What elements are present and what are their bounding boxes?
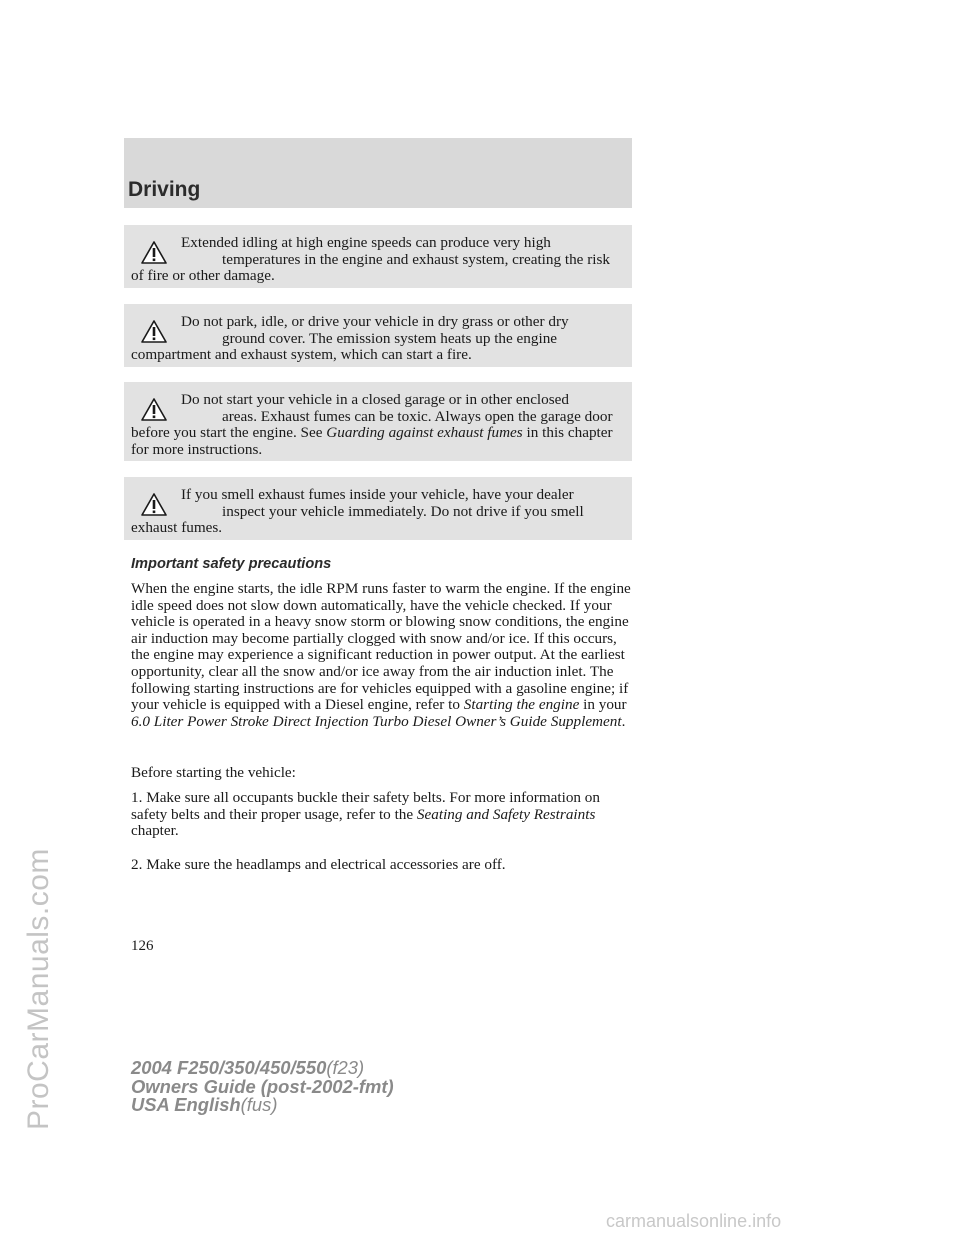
- warning-icon: [141, 493, 181, 519]
- warning-box-4: [124, 477, 632, 540]
- chapter-title: Driving: [128, 178, 201, 201]
- warning-3-text: [131, 409, 624, 459]
- exhaust-fumes-reference: Guarding against exhaust fumes: [326, 424, 523, 442]
- paragraph-1-a: When the engine starts, the idle RPM runs faster to warm the engine. If the engine idle speed does not slow down automatically, have the vehicle checked. If your vehicle is operated in a heavy snow storm or blowing snow conditions, the engine air induction may become partially clogged with snow and/or ice. If this occurs, the engine may experience a significant reduction in power output. At the earliest opportunity, clear all the snow and/or ice away from the air induction inlet. The following starting instructions are for vehicles equipped with a gasoline engine; if your vehicle is equipped with a Diesel engine, refer to: [131, 580, 631, 714]
- paragraph-4: [131, 857, 631, 874]
- warning-box-3: [124, 382, 632, 461]
- bottom-watermark: carmanualsonline.info: [606, 1211, 782, 1231]
- paragraph-1-c: .: [621, 712, 626, 730]
- document-footer: [131, 1059, 394, 1115]
- paragraph-1: [131, 581, 631, 730]
- paragraph-4-text: 2. Make sure the headlamps and electrical accessories are off.: [131, 856, 506, 873]
- warning-icon: [141, 320, 181, 346]
- footer-model: 2004 F250/350/450/550: [131, 1057, 327, 1078]
- diesel-supplement-reference: 6.0 Liter Power Stroke Direct Injection Turbo Diesel Owner’s Guide Supplement: [131, 712, 622, 730]
- paragraph-3-a: 1. Make sure all occupants buckle their safety belts. For more information on safety belts and their proper usage, refer to the: [131, 789, 600, 823]
- warning-4-lead: If you smell exhaust fumes inside your vehicle, have your dealer: [181, 486, 574, 503]
- paragraph-2: [131, 765, 631, 782]
- warning-1-lead: Extended idling at high engine speeds can produce very high: [181, 234, 551, 251]
- footer-language: USA English: [131, 1094, 241, 1116]
- starting-engine-reference: Starting the engine: [463, 696, 580, 714]
- section-heading: Important safety precautions: [131, 556, 332, 572]
- warning-4-text: inspect your vehicle immediately. Do not drive if you smell exhaust fumes.: [131, 502, 584, 537]
- footer-model-code: (f23): [326, 1057, 365, 1078]
- footer-language-code: (fus): [240, 1094, 278, 1116]
- warning-2-text: ground cover. The emission system heats up the engine compartment and exhaust system, which can start a fire.: [131, 329, 558, 364]
- warning-3-lead: Do not start your vehicle in a closed garage or in other enclosed: [181, 391, 569, 408]
- warning-2-lead: Do not park, idle, or drive your vehicle in dry grass or other dry: [181, 313, 569, 330]
- paragraph-3: [131, 790, 631, 840]
- warning-box-2: [124, 304, 632, 367]
- warning-1-text: temperatures in the engine and exhaust system, creating the risk of fire or other damage.: [131, 250, 611, 285]
- paragraph-2-text: Before starting the vehicle:: [131, 764, 296, 781]
- footer-line-3: [131, 1096, 394, 1115]
- paragraph-3-b: chapter.: [131, 822, 179, 840]
- warning-icon: [141, 241, 181, 267]
- footer-line-1: [131, 1059, 394, 1078]
- seating-restraints-reference: Seating and Safety Restraints: [416, 805, 596, 823]
- footer-line-2: Owners Guide (post-2002-fmt): [131, 1075, 394, 1097]
- side-watermark: ProCarManuals.com: [22, 848, 55, 1130]
- warning-3-text-a: areas. Exhaust fumes can be toxic. Always open the garage door before you start the engine. See: [131, 407, 613, 442]
- warning-box-1: [124, 225, 632, 288]
- warning-3-text-b: in this chapter for more instructions.: [131, 424, 613, 458]
- warning-icon: [141, 398, 181, 424]
- paragraph-1-b: in your: [583, 696, 627, 714]
- page-number: 126: [131, 938, 154, 954]
